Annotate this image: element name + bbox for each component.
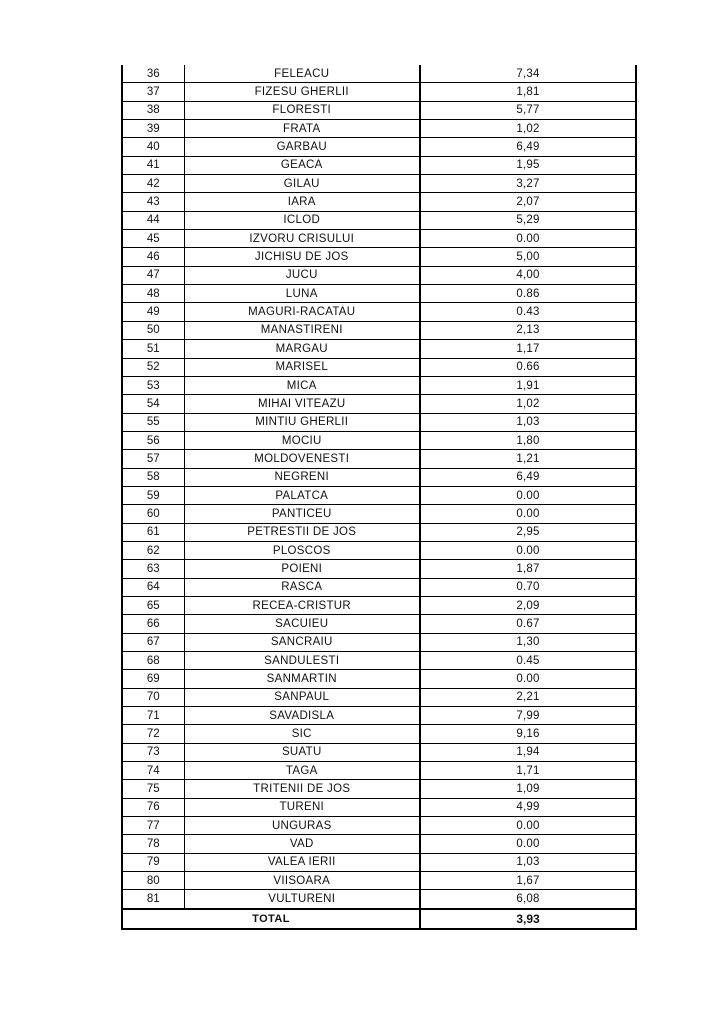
table-row	[122, 413, 636, 431]
commune-name-cell: MANASTIRENI	[184, 321, 420, 339]
row-number-cell: 44	[122, 211, 184, 229]
table-row	[122, 743, 636, 761]
row-number-cell: 63	[122, 560, 184, 578]
commune-name-cell: SIC	[184, 725, 420, 743]
row-number-cell: 51	[122, 340, 184, 358]
table-row	[122, 248, 636, 266]
value-cell: 0.00	[420, 835, 636, 853]
row-number-cell: 49	[122, 303, 184, 321]
table-row	[122, 101, 636, 119]
value-cell: 2,09	[420, 596, 636, 614]
row-number-cell: 74	[122, 762, 184, 780]
table-row	[122, 541, 636, 559]
table-row	[122, 798, 636, 816]
value-cell: 0.43	[420, 303, 636, 321]
value-cell: 1,03	[420, 853, 636, 871]
value-cell: 2,07	[420, 193, 636, 211]
table-row	[122, 596, 636, 614]
commune-name-cell: SANPAUL	[184, 688, 420, 706]
value-cell: 1,09	[420, 780, 636, 798]
commune-name-cell: PLOSCOS	[184, 541, 420, 559]
value-cell: 0.00	[420, 670, 636, 688]
commune-name-cell: PETRESTII DE JOS	[184, 523, 420, 541]
table-row	[122, 560, 636, 578]
table-row	[122, 872, 636, 890]
table-row	[122, 376, 636, 394]
row-number-cell: 41	[122, 156, 184, 174]
commune-name-cell: MARGAU	[184, 340, 420, 358]
commune-name-cell: VIISOARA	[184, 872, 420, 890]
table-row	[122, 83, 636, 101]
value-cell: 4,00	[420, 266, 636, 284]
commune-name-cell: PANTICEU	[184, 505, 420, 523]
table-row	[122, 230, 636, 248]
row-number-cell: 42	[122, 175, 184, 193]
commune-name-cell: RECEA-CRISTUR	[184, 596, 420, 614]
total-value: 3,93	[420, 909, 636, 929]
table-row	[122, 780, 636, 798]
row-number-cell: 66	[122, 615, 184, 633]
table-row	[122, 211, 636, 229]
row-number-cell: 36	[122, 65, 184, 83]
commune-name-cell: POIENI	[184, 560, 420, 578]
table-row	[122, 175, 636, 193]
table-row	[122, 633, 636, 651]
row-number-cell: 55	[122, 413, 184, 431]
commune-name-cell: GILAU	[184, 175, 420, 193]
table-row	[122, 156, 636, 174]
table-row	[122, 853, 636, 871]
row-number-cell: 73	[122, 743, 184, 761]
table-row	[122, 138, 636, 156]
row-number-cell: 37	[122, 83, 184, 101]
row-number-cell: 38	[122, 101, 184, 119]
commune-name-cell: TRITENII DE JOS	[184, 780, 420, 798]
commune-name-cell: SAVADISLA	[184, 707, 420, 725]
value-cell: 1,81	[420, 83, 636, 101]
table-row	[122, 652, 636, 670]
commune-name-cell: MAGURI-RACATAU	[184, 303, 420, 321]
total-row	[122, 909, 636, 929]
row-number-cell: 46	[122, 248, 184, 266]
commune-name-cell: FIZESU GHERLII	[184, 83, 420, 101]
table-row	[122, 578, 636, 596]
value-cell: 1,02	[420, 120, 636, 138]
commune-name-cell: MINTIU GHERLII	[184, 413, 420, 431]
table-row	[122, 120, 636, 138]
row-number-cell: 79	[122, 853, 184, 871]
table-row	[122, 321, 636, 339]
table-row	[122, 707, 636, 725]
commune-name-cell: SANMARTIN	[184, 670, 420, 688]
table-row	[122, 670, 636, 688]
commune-name-cell: SANDULESTI	[184, 652, 420, 670]
commune-name-cell: VALEA IERII	[184, 853, 420, 871]
row-number-cell: 71	[122, 707, 184, 725]
communes-table	[121, 65, 637, 930]
value-cell: 0.00	[420, 230, 636, 248]
value-cell: 0.70	[420, 578, 636, 596]
value-cell: 1,71	[420, 762, 636, 780]
table-row	[122, 266, 636, 284]
table-row	[122, 65, 636, 83]
value-cell: 1,03	[420, 413, 636, 431]
value-cell: 1,21	[420, 450, 636, 468]
total-label: TOTAL	[122, 909, 420, 929]
row-number-cell: 69	[122, 670, 184, 688]
row-number-cell: 58	[122, 468, 184, 486]
table-row	[122, 762, 636, 780]
row-number-cell: 59	[122, 486, 184, 504]
commune-name-cell: JUCU	[184, 266, 420, 284]
commune-name-cell: VAD	[184, 835, 420, 853]
commune-name-cell: MICA	[184, 376, 420, 394]
row-number-cell: 50	[122, 321, 184, 339]
row-number-cell: 45	[122, 230, 184, 248]
commune-name-cell: RASCA	[184, 578, 420, 596]
commune-name-cell: GARBAU	[184, 138, 420, 156]
commune-name-cell: IZVORU CRISULUI	[184, 230, 420, 248]
table-row	[122, 505, 636, 523]
commune-name-cell: MARISEL	[184, 358, 420, 376]
value-cell: 1,87	[420, 560, 636, 578]
commune-name-cell: UNGURAS	[184, 817, 420, 835]
table-body	[122, 65, 636, 929]
row-number-cell: 81	[122, 890, 184, 909]
value-cell: 0.66	[420, 358, 636, 376]
row-number-cell: 56	[122, 431, 184, 449]
row-number-cell: 67	[122, 633, 184, 651]
table-row	[122, 486, 636, 504]
commune-name-cell: PALATCA	[184, 486, 420, 504]
row-number-cell: 54	[122, 395, 184, 413]
value-cell: 1,67	[420, 872, 636, 890]
commune-name-cell: MOCIU	[184, 431, 420, 449]
table-row	[122, 523, 636, 541]
commune-name-cell: TURENI	[184, 798, 420, 816]
value-cell: 6,49	[420, 468, 636, 486]
value-cell: 2,95	[420, 523, 636, 541]
value-cell: 2,13	[420, 321, 636, 339]
row-number-cell: 47	[122, 266, 184, 284]
commune-name-cell: IARA	[184, 193, 420, 211]
commune-name-cell: MOLDOVENESTI	[184, 450, 420, 468]
commune-name-cell: SUATU	[184, 743, 420, 761]
table-row	[122, 193, 636, 211]
value-cell: 7,34	[516, 67, 540, 80]
row-number-cell: 78	[122, 835, 184, 853]
commune-name-cell: SACUIEU	[184, 615, 420, 633]
commune-name-cell: GEACA	[184, 156, 420, 174]
value-cell: 0.00	[420, 817, 636, 835]
value-cell: 1,91	[420, 376, 636, 394]
row-number-cell: 64	[122, 578, 184, 596]
row-number-cell: 43	[122, 193, 184, 211]
table-row	[122, 468, 636, 486]
row-number-cell: 48	[122, 285, 184, 303]
table-row	[122, 890, 636, 909]
row-number-cell: 68	[122, 652, 184, 670]
row-number-cell: 60	[122, 505, 184, 523]
value-cell: 9,16	[420, 725, 636, 743]
value-cell: 6,08	[420, 890, 636, 909]
value-cell: 5,29	[420, 211, 636, 229]
commune-name-cell: FRATA	[184, 120, 420, 138]
value-cell: 5,00	[420, 248, 636, 266]
row-number-cell: 62	[122, 541, 184, 559]
row-number-cell: 72	[122, 725, 184, 743]
value-cell: 0.00	[420, 486, 636, 504]
value-cell: 7,99	[420, 707, 636, 725]
value-cell: 0.67	[420, 615, 636, 633]
row-number-cell: 61	[122, 523, 184, 541]
table-row	[122, 615, 636, 633]
commune-name-cell: LUNA	[184, 285, 420, 303]
row-number-cell: 70	[122, 688, 184, 706]
value-cell: 1,94	[420, 743, 636, 761]
commune-name-cell: SANCRAIU	[184, 633, 420, 651]
value-cell: 5,77	[420, 101, 636, 119]
row-number-cell: 80	[122, 872, 184, 890]
value-cell: 1,30	[420, 633, 636, 651]
commune-name-cell: JICHISU DE JOS	[184, 248, 420, 266]
row-number-cell: 76	[122, 798, 184, 816]
table-row	[122, 817, 636, 835]
value-cell: 2,21	[420, 688, 636, 706]
row-number-cell: 52	[122, 358, 184, 376]
table-row	[122, 285, 636, 303]
value-cell: 3,27	[420, 175, 636, 193]
commune-name-cell: NEGRENI	[184, 468, 420, 486]
row-number-cell: 77	[122, 817, 184, 835]
table-row	[122, 431, 636, 449]
row-number-cell: 65	[122, 596, 184, 614]
table-row	[122, 340, 636, 358]
value-cell: 0.00	[420, 505, 636, 523]
table-row	[122, 725, 636, 743]
commune-name-cell: ICLOD	[184, 211, 420, 229]
table-row	[122, 450, 636, 468]
value-cell: 6,49	[420, 138, 636, 156]
value-cell: 1,02	[420, 395, 636, 413]
row-number-cell: 53	[122, 376, 184, 394]
row-number-cell: 40	[122, 138, 184, 156]
value-cell: 1,80	[420, 431, 636, 449]
table-row	[122, 358, 636, 376]
table-row	[122, 395, 636, 413]
commune-name-cell: VULTURENI	[184, 890, 420, 909]
table-row	[122, 688, 636, 706]
commune-name-cell: TAGA	[184, 762, 420, 780]
commune-name-cell: MIHAI VITEAZU	[184, 395, 420, 413]
value-cell: 0.45	[420, 652, 636, 670]
row-number-cell: 39	[122, 120, 184, 138]
table-row	[122, 835, 636, 853]
commune-name-cell: FELEACU	[184, 65, 420, 83]
row-number-cell: 57	[122, 450, 184, 468]
row-number-cell: 75	[122, 780, 184, 798]
value-cell: 1,17	[420, 340, 636, 358]
commune-name-cell: FLORESTI	[184, 101, 420, 119]
table-row	[122, 303, 636, 321]
value-cell: 1,95	[420, 156, 636, 174]
value-cell: 4,99	[420, 798, 636, 816]
value-cell: 0.86	[420, 285, 636, 303]
value-cell: 0.00	[420, 541, 636, 559]
